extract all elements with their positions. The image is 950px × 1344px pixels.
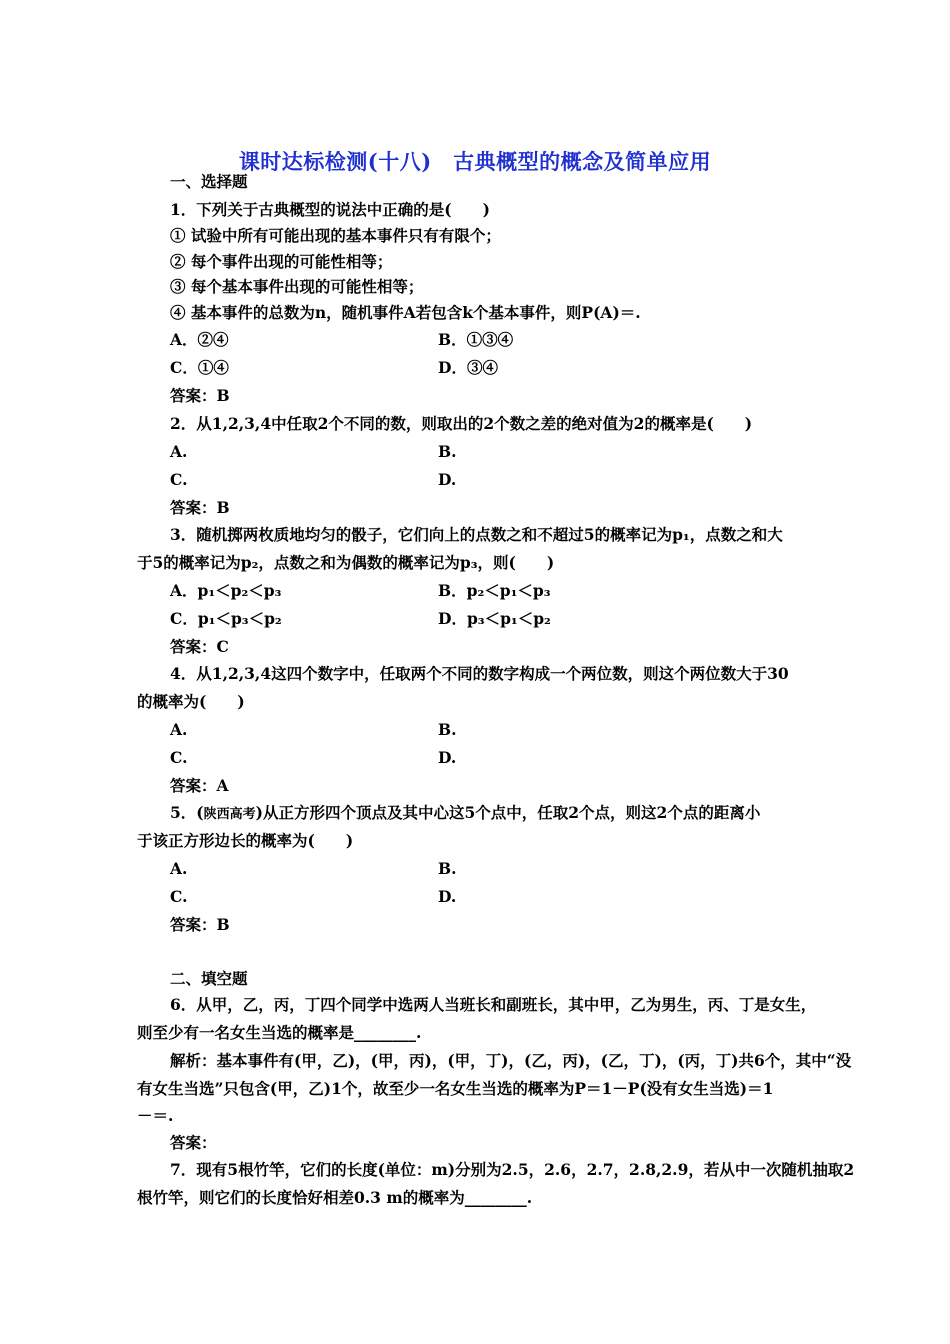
q5-option-d: D.	[438, 887, 457, 906]
q1-option-c: C．①④	[170, 358, 229, 377]
q5-answer: 答案：B	[170, 915, 230, 934]
q3-option-c: C．p₁＜p₃＜p₂	[170, 609, 282, 628]
q5-option-a: A.	[170, 859, 188, 878]
q2-stem: 2．从1,2,3,4中任取2个不同的数，则取出的2个数之差的绝对值为2的概率是( )	[170, 414, 753, 433]
q4-option-d: D.	[438, 748, 457, 767]
q5-source-tag: 陕西高考	[203, 807, 256, 822]
q4-line-2: 的概率为( )	[137, 692, 245, 711]
section-heading-choice: 一、选择题	[170, 172, 248, 191]
q4-line-1: 4．从1,2,3,4这四个数字中，任取两个不同的数字构成一个两位数，则这个两位数大于30	[170, 664, 789, 683]
page-title: 课时达标检测(十八) 古典概型的概念及简单应用	[238, 149, 712, 174]
q4-option-c: C.	[170, 748, 188, 767]
q3-option-d: D．p₃＜p₁＜p₂	[438, 609, 551, 628]
q2-option-b: B.	[438, 442, 457, 461]
q1-option-a: A．②④	[170, 330, 229, 349]
q3-option-a: A．p₁＜p₂＜p₃	[170, 581, 282, 600]
q6-line-2: 则至少有一名女生当选的概率是________.	[137, 1023, 422, 1042]
q1-statement-3: ③ 每个基本事件出现的可能性相等；	[170, 277, 424, 296]
q1-statement-2: ② 每个事件出现的可能性相等；	[170, 252, 393, 271]
q2-option-d: D.	[438, 470, 457, 489]
q5-line-1	[170, 803, 760, 825]
q2-option-a: A.	[170, 442, 188, 461]
q4-option-a: A.	[170, 720, 188, 739]
q6-explanation-3: －＝.	[137, 1106, 174, 1125]
q3-option-b: B．p₂＜p₁＜p₃	[438, 581, 551, 600]
q2-answer: 答案：B	[170, 498, 230, 517]
q6-answer: 答案：	[170, 1133, 217, 1152]
q1-answer: 答案：B	[170, 386, 230, 405]
q3-line-1: 3．随机掷两枚质地均匀的骰子，它们向上的点数之和不超过5的概率记为p₁，点数之和大	[170, 525, 783, 544]
q6-explanation-1: 解析：基本事件有(甲，乙)，(甲，丙)，(甲，丁)，(乙，丙)，(乙，丁)，(丙，丁)共6个，其中“没	[170, 1051, 852, 1070]
q2-option-c: C.	[170, 470, 188, 489]
q4-answer: 答案：A	[170, 776, 229, 795]
q5-line-1-start: 5．(	[170, 803, 204, 822]
q1-stem: 1．下列关于古典概型的说法中正确的是( )	[170, 200, 490, 219]
q7-line-2: 根竹竿，则它们的长度恰好相差0.3 m的概率为________.	[137, 1188, 533, 1207]
q5-option-c: C.	[170, 887, 188, 906]
q1-statement-1: ① 试验中所有可能出现的基本事件只有有限个；	[170, 226, 501, 245]
q5-line-2: 于该正方形边长的概率为( )	[137, 831, 354, 850]
q7-line-1: 7．现有5根竹竿，它们的长度(单位：m)分别为2.5，2.6，2.7，2.8,2.9，若从中一次随机抽取2	[170, 1160, 855, 1179]
q1-option-b: B．①③④	[438, 330, 514, 349]
q4-option-b: B.	[438, 720, 457, 739]
q5-line-1-end: )从正方形四个顶点及其中心这5个点中，任取2个点，则这2个点的距离小	[255, 803, 761, 822]
q3-line-2: 于5的概率记为p₂，点数之和为偶数的概率记为p₃，则( )	[137, 553, 555, 572]
q5-option-b: B.	[438, 859, 457, 878]
q3-answer: 答案：C	[170, 637, 229, 656]
q1-statement-4: ④ 基本事件的总数为n，随机事件A若包含k个基本事件，则P(A)＝.	[170, 303, 641, 322]
section-heading-fill: 二、填空题	[170, 969, 248, 988]
q6-explanation-2: 有女生当选”只包含(甲，乙)1个，故至少一名女生当选的概率为P＝1－P(没有女生当选)＝1	[137, 1079, 774, 1098]
q6-line-1: 6．从甲，乙，丙，丁四个同学中选两人当班长和副班长，其中甲，乙为男生，丙、丁是女生，	[170, 995, 817, 1014]
q1-option-d: D．③④	[438, 358, 498, 377]
